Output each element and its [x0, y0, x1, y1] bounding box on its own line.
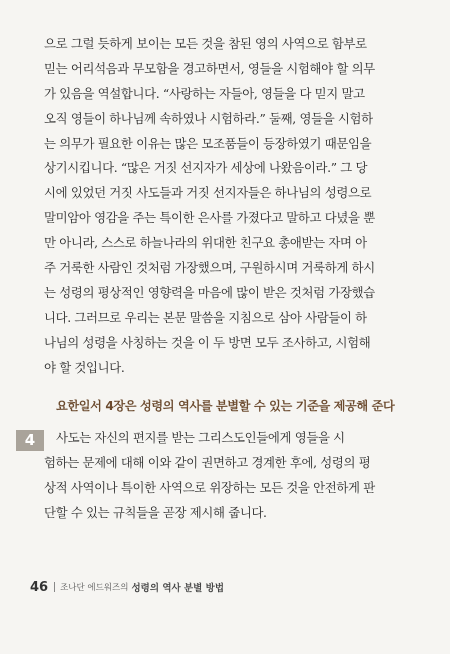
- text-line: 는 성령의 평상적인 영향력을 마음에 많이 받은 것처럼 가장했습: [44, 284, 375, 300]
- text-line: 야 할 것입니다.: [44, 359, 125, 375]
- footer-divider: [54, 582, 55, 592]
- footer-book-title: 성령의 역사 분별 방법: [131, 583, 224, 594]
- footer-author: 조나단 에드워즈의: [60, 583, 129, 593]
- text-line: 험하는 문제에 대해 이와 같이 권면하고 경계한 후에, 성령의 평: [44, 454, 371, 470]
- text-line: 만 아니라, 스스로 하늘나라의 위대한 친구요 총애받는 자며 아: [44, 235, 367, 251]
- body-paragraph: [44, 32, 406, 380]
- section-heading: 요한일서 4장은 성령의 역사를 분별할 수 있는 기준을 제공해 준다: [56, 399, 395, 413]
- text-line: 사도는 자신의 편지를 받는 그리스도인들에게 영들을 시: [56, 430, 345, 445]
- text-line: 단할 수 있는 규칙들을 곧장 제시해 줍니다.: [44, 504, 267, 520]
- page-footer: [30, 578, 224, 596]
- text-line: 는 의무가 필요한 이유는 많은 모조품들이 등장하였기 때문임을: [44, 135, 372, 151]
- text-line: 으로 그럴 듯하게 보이는 모든 것을 참된 영의 사역으로 함부로: [44, 36, 367, 51]
- text-line: 상적 사역이나 특이한 사역으로 위장하는 모든 것을 안전하게 판: [44, 479, 375, 495]
- page-number: 46: [30, 579, 49, 595]
- text-line: 상기시킵니다. “많은 거짓 선지자가 세상에 나왔음이라.” 그 당: [44, 160, 368, 176]
- text-line: 니다. 그러므로 우리는 본문 말씀을 지침으로 삼아 사람들이 하: [44, 309, 367, 325]
- text-line: 나님의 성령을 사칭하는 것을 이 두 방면 모두 조사하고, 시험해: [44, 334, 371, 350]
- text-line: 가 있음을 역설합니다. “사랑하는 자들아, 영들을 다 믿지 말고: [44, 85, 365, 101]
- text-line: 주 거룩한 사람인 것처럼 가장했으며, 구원하시며 거룩하게 하시: [44, 260, 375, 276]
- text-line: 시에 있었던 거짓 사도들과 거짓 선지자들은 하나님의 성령으로: [44, 185, 372, 201]
- section-number-badge: 4: [16, 430, 44, 451]
- text-line: 말미암아 영감을 주는 특이한 은사를 가졌다고 말하고 다녔을 뿐: [44, 210, 375, 226]
- text-line: 오직 영들이 하나님께 속하였나 시험하라.” 둘째, 영들을 시험하: [44, 110, 373, 126]
- section-paragraph: [44, 426, 406, 526]
- text-line: 믿는 어리석음과 무모함을 경고하면서, 영들을 시험해야 할 의무: [44, 60, 375, 76]
